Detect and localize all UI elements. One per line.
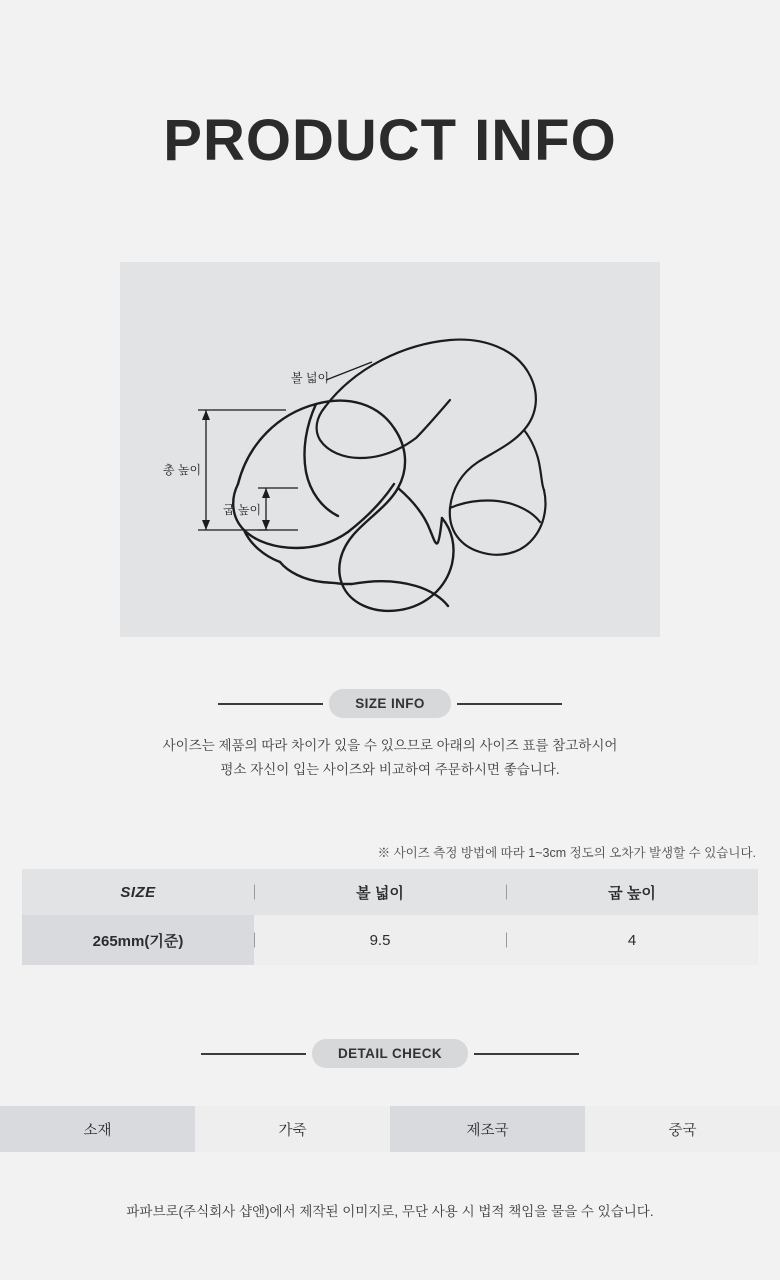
size-table-cell-size: 265mm(기준) — [22, 915, 254, 965]
size-info-heading — [0, 689, 780, 718]
size-table-cell-ball-width: 9.5 — [254, 915, 506, 965]
detail-table — [0, 1106, 780, 1152]
size-description — [0, 734, 780, 781]
size-table — [22, 869, 758, 965]
diagram-label-heel-height: 굽 높이 — [222, 503, 262, 517]
heading-rule-left — [218, 703, 323, 705]
detail-check-heading — [0, 1039, 780, 1068]
detail-value-material: 가죽 — [195, 1106, 390, 1152]
size-description-line1: 사이즈는 제품의 따라 차이가 있을 수 있으므로 아래의 사이즈 표를 참고하시어 — [162, 738, 618, 753]
detail-heading-rule-left — [201, 1053, 306, 1055]
detail-check-chip: DETAIL CHECK — [312, 1039, 468, 1068]
detail-heading-rule-right — [474, 1053, 579, 1055]
size-measure-note: ※ 사이즈 측정 방법에 따라 1~3cm 정도의 오차가 발생할 수 있습니다. — [377, 846, 756, 861]
size-table-header-size: SIZE — [22, 869, 254, 915]
size-description-line2: 평소 자신이 입는 사이즈와 비교하여 주문하시면 좋습니다. — [220, 761, 560, 777]
diagram-label-total-height: 총 높이 — [162, 463, 202, 477]
detail-label-material: 소재 — [0, 1106, 195, 1152]
shoe-measurement-diagram — [120, 262, 660, 637]
detail-value-origin: 중국 — [585, 1106, 780, 1152]
copyright-notice: 파파브로(주식회사 샵앤)에서 제작된 이미지로, 무단 사용 시 법적 책임을 물을 수 있습니다. — [126, 1204, 654, 1220]
page-title: PRODUCT INFO — [163, 108, 617, 173]
detail-label-origin: 제조국 — [390, 1106, 585, 1152]
size-table-header-heel-height: 굽 높이 — [506, 869, 758, 915]
size-table-header-ball-width: 볼 넓이 — [254, 869, 506, 915]
size-table-header-row — [22, 869, 758, 915]
size-table-cell-heel-height: 4 — [506, 915, 758, 965]
table-row — [22, 915, 758, 965]
size-info-chip: SIZE INFO — [329, 689, 451, 718]
diagram-label-ball-width: 볼 넓이 — [290, 371, 330, 385]
heading-rule-right — [457, 703, 562, 705]
